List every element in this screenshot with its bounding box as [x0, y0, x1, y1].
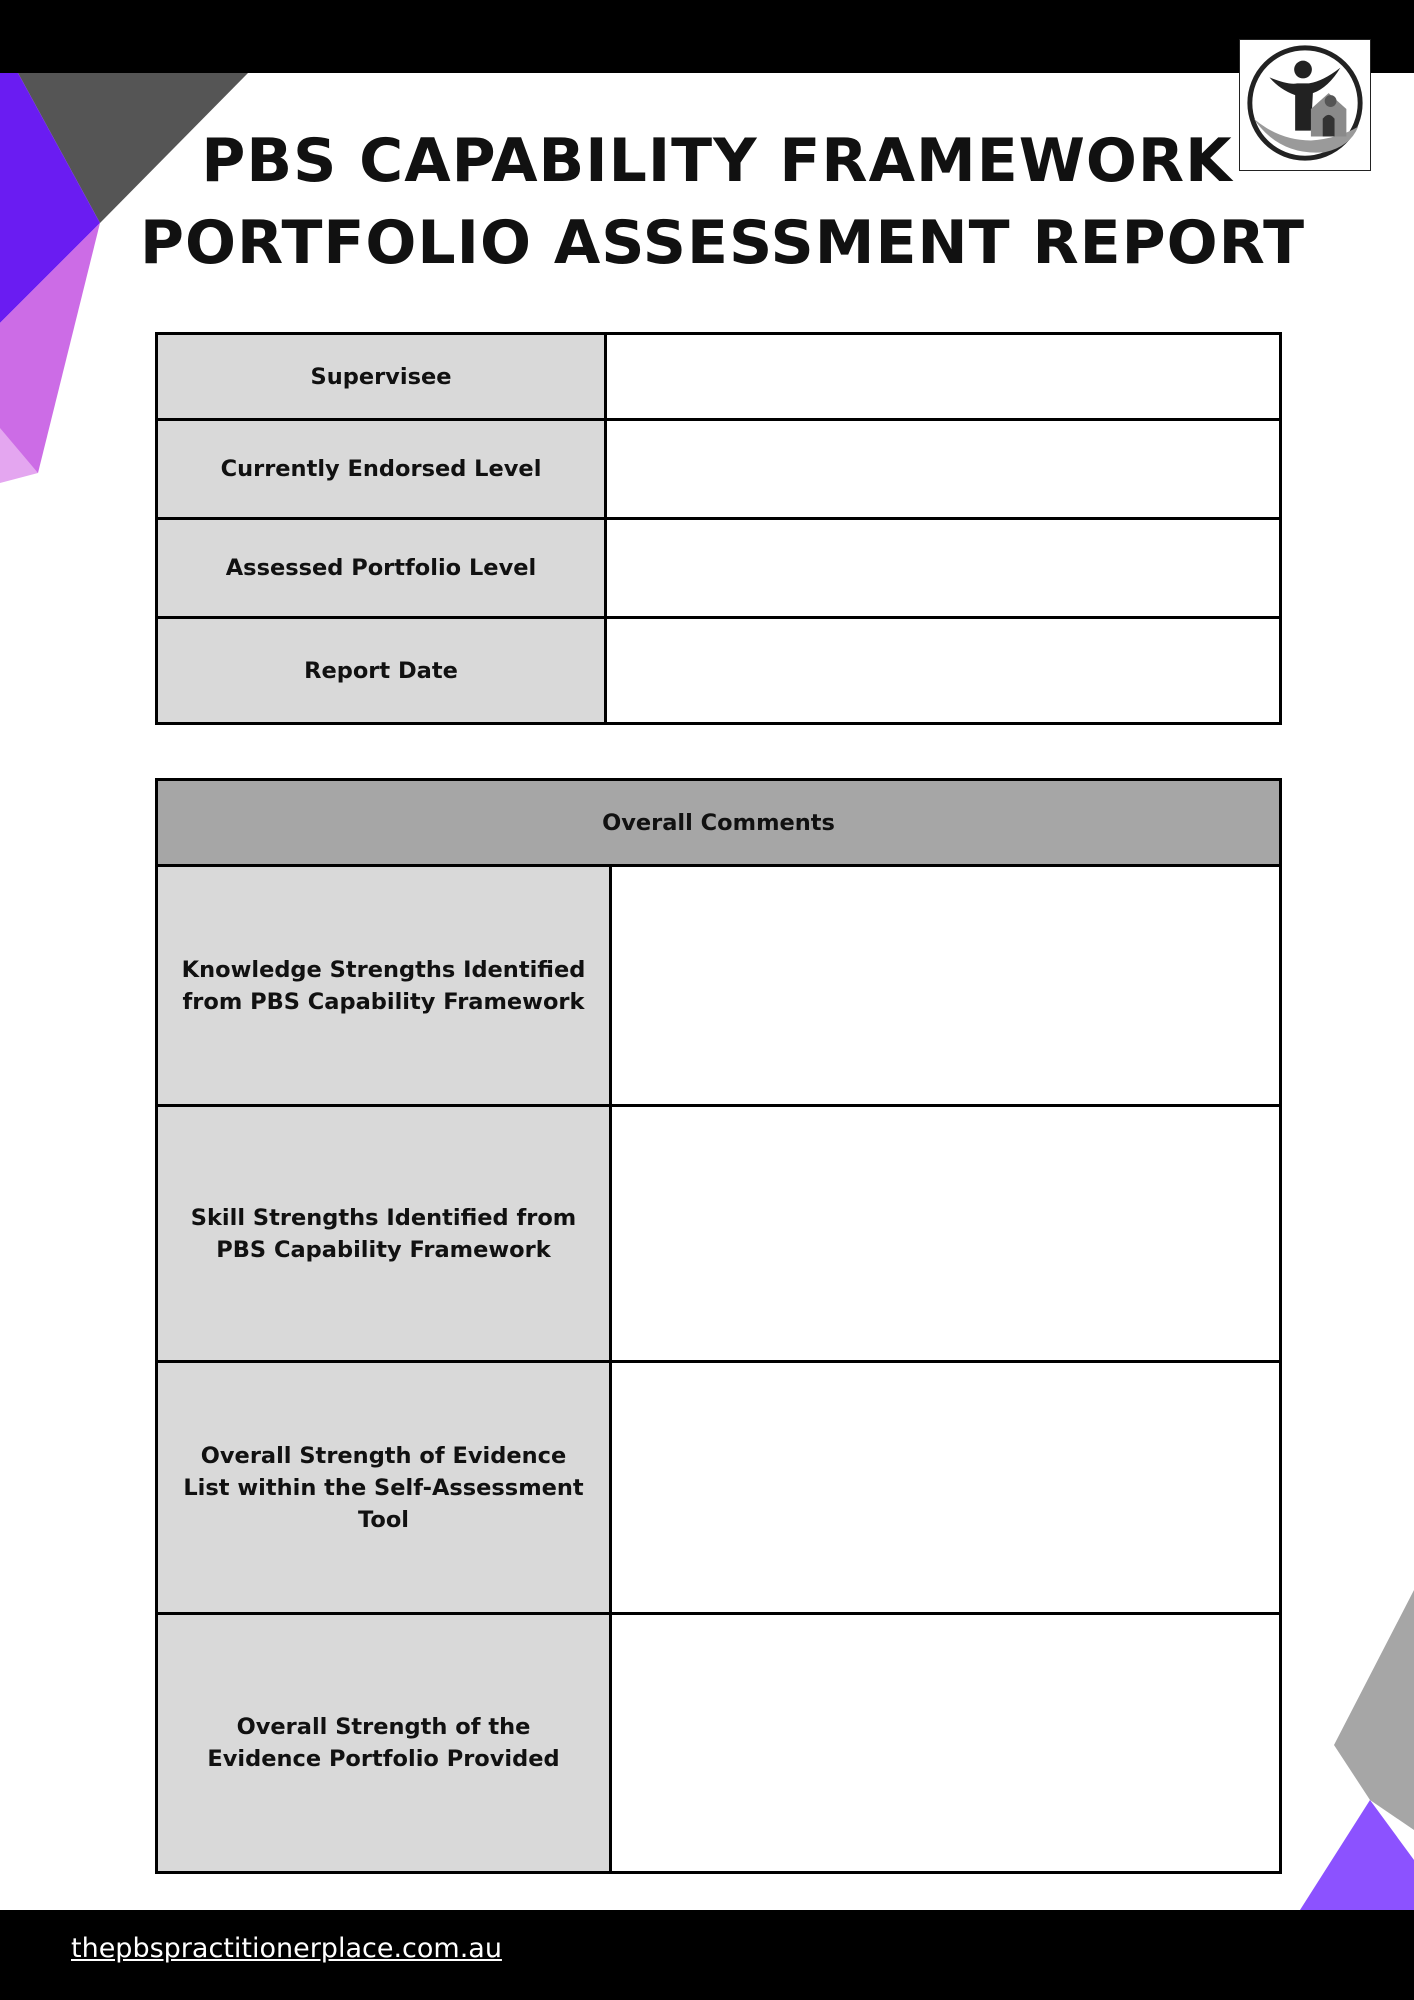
portfolio-level-label: Assessed Portfolio Level — [157, 519, 606, 618]
evidence-list-strength-field[interactable] — [611, 1362, 1281, 1614]
website-link[interactable]: thepbspractitionerplace.com.au — [71, 1933, 502, 1964]
endorsed-level-label: Currently Endorsed Level — [157, 420, 606, 519]
supervisee-field[interactable] — [606, 334, 1281, 420]
page-title — [140, 120, 1306, 284]
table-header-row — [157, 780, 1281, 866]
details-table — [155, 332, 1282, 725]
title-line-1: PBS CAPABILITY FRAMEWORK — [201, 126, 1233, 196]
evidence-portfolio-strength-label: Overall Strength of the Evidence Portfolio Provided — [157, 1614, 611, 1873]
knowledge-strengths-label: Knowledge Strengths Identified from PBS Capability Framework — [157, 866, 611, 1106]
supervisee-label: Supervisee — [157, 334, 606, 420]
table-row — [157, 519, 1281, 618]
skill-strengths-label: Skill Strengths Identified from PBS Capability Framework — [157, 1106, 611, 1362]
skill-strengths-field[interactable] — [611, 1106, 1281, 1362]
bottom-right-decoration — [1290, 1590, 1414, 1910]
overall-comments-header: Overall Comments — [157, 780, 1281, 866]
report-date-field[interactable] — [606, 618, 1281, 724]
table-row — [157, 618, 1281, 724]
table-row — [157, 420, 1281, 519]
table-row — [157, 1614, 1281, 1873]
evidence-list-strength-label: Overall Strength of Evidence List within the Self-Assessment Tool — [157, 1362, 611, 1614]
evidence-portfolio-strength-field[interactable] — [611, 1614, 1281, 1873]
table-row — [157, 1362, 1281, 1614]
comments-table — [155, 778, 1282, 1874]
table-row — [157, 1106, 1281, 1362]
table-row — [157, 866, 1281, 1106]
portfolio-level-field[interactable] — [606, 519, 1281, 618]
title-line-2: PORTFOLIO ASSESSMENT REPORT — [140, 208, 1306, 278]
table-row — [157, 334, 1281, 420]
report-date-label: Report Date — [157, 618, 606, 724]
endorsed-level-field[interactable] — [606, 420, 1281, 519]
top-banner — [0, 0, 1414, 73]
knowledge-strengths-field[interactable] — [611, 866, 1281, 1106]
